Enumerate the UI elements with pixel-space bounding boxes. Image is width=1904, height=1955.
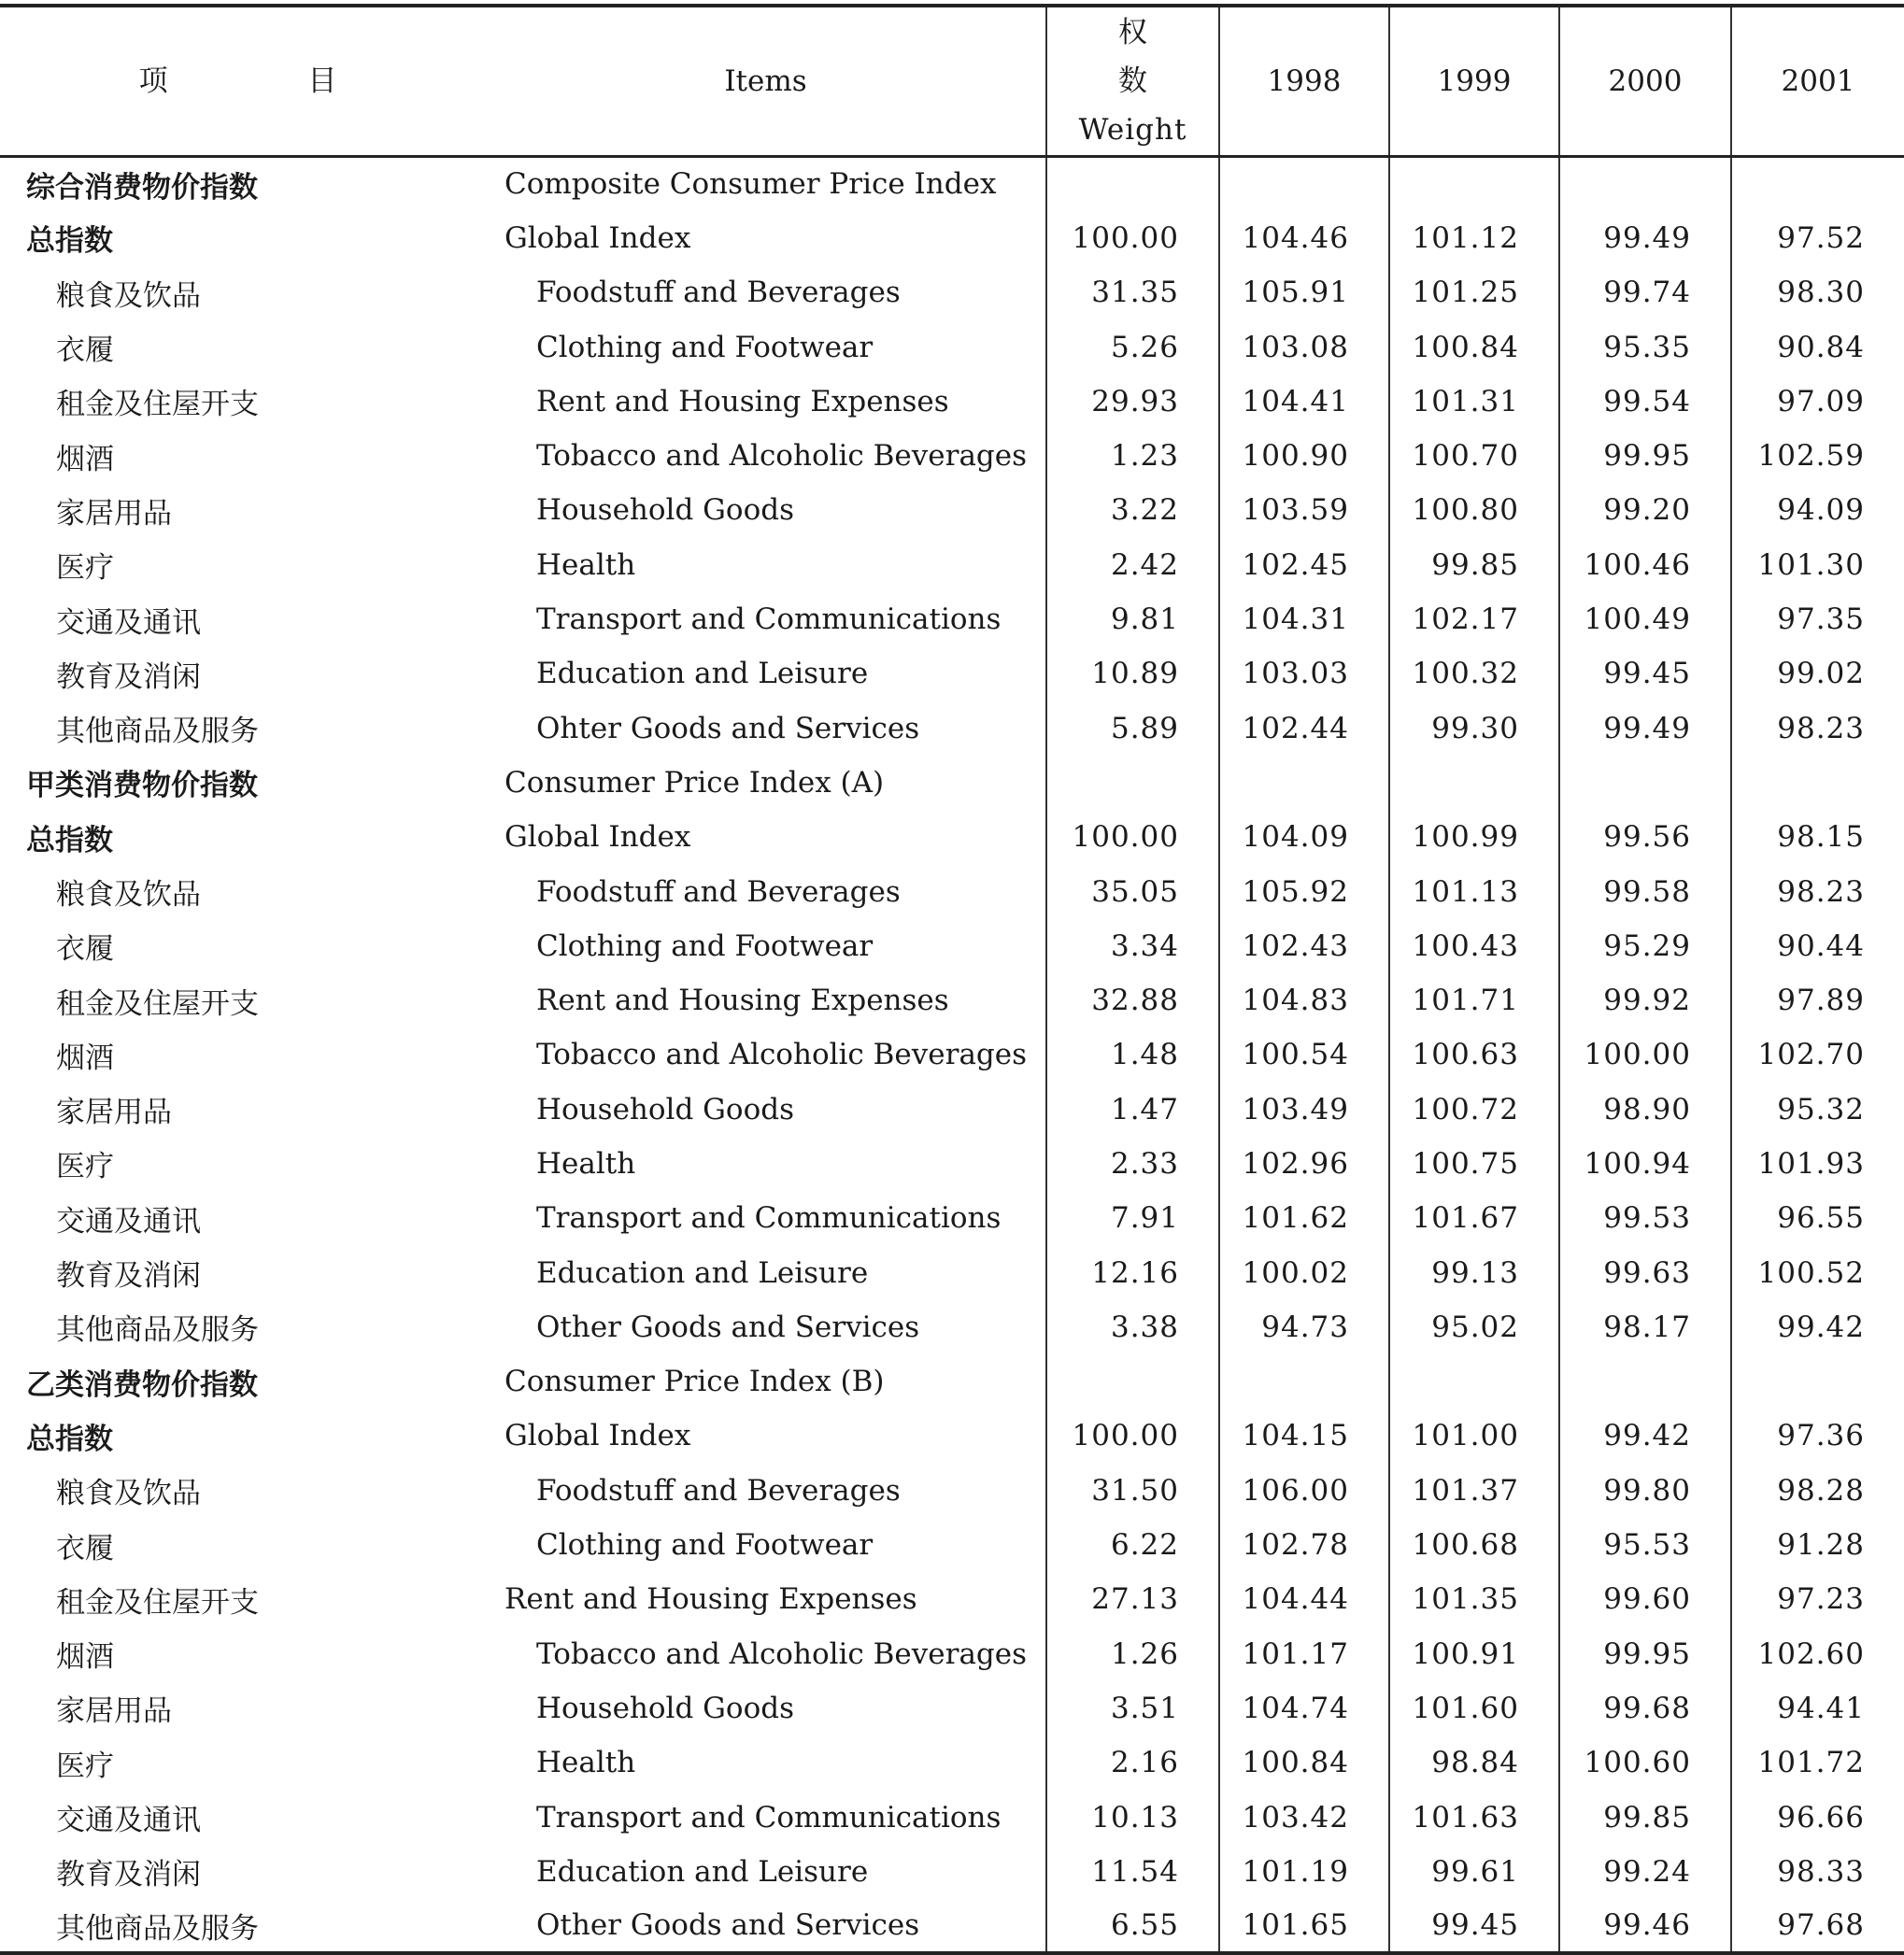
value-cell-1998 (1219, 756, 1389, 810)
value-cell-2001: 97.36 (1731, 1409, 1904, 1463)
table-row (0, 1735, 1904, 1790)
weight-cell: 7.91 (1046, 1191, 1219, 1245)
value-cell-1998: 106.00 (1219, 1464, 1389, 1518)
value-cell-1999: 99.13 (1389, 1245, 1559, 1299)
weight-cell: 1.26 (1046, 1627, 1219, 1681)
item-en-cell: Clothing and Footwear (536, 928, 874, 963)
value-cell-2000: 100.00 (1559, 1027, 1731, 1082)
value-cell-1999: 100.91 (1389, 1627, 1559, 1681)
value-cell-2000: 99.24 (1559, 1845, 1731, 1899)
table-body (0, 157, 1904, 1954)
table-row (0, 1790, 1904, 1844)
table-header (0, 6, 1904, 157)
value-cell-1999: 100.75 (1389, 1137, 1559, 1191)
weight-cell: 10.13 (1046, 1790, 1219, 1844)
item-cn-cell: 教育及消闲 (56, 659, 201, 694)
value-cell-1998: 101.17 (1219, 1627, 1389, 1681)
weight-cell: 5.89 (1046, 701, 1219, 755)
value-cell-2001: 97.23 (1731, 1572, 1904, 1626)
value-cell-1998: 104.46 (1219, 211, 1389, 265)
value-cell-2001: 96.66 (1731, 1790, 1904, 1844)
item-cn-cell: 租金及住屋开支 (56, 1585, 259, 1620)
value-cell-1998: 100.02 (1219, 1245, 1389, 1299)
item-en-cell: Clothing and Footwear (536, 1528, 874, 1563)
table-row (0, 1354, 1904, 1409)
item-en-cell: Foodstuff and Beverages (536, 874, 901, 909)
value-cell-2001: 90.84 (1731, 319, 1904, 374)
item-cn-cell: 交通及通讯 (56, 1804, 201, 1838)
item-cn-cell: 总指数 (26, 823, 113, 857)
value-cell-1998: 104.15 (1219, 1409, 1389, 1463)
item-cn-cell: 衣履 (56, 932, 114, 967)
value-cell-2000: 99.80 (1559, 1464, 1731, 1518)
value-cell-1998: 103.42 (1219, 1790, 1389, 1844)
value-cell-1998: 103.03 (1219, 646, 1389, 701)
weight-cell (1046, 1354, 1219, 1409)
value-cell-1998: 105.91 (1219, 265, 1389, 319)
value-cell-2000 (1559, 157, 1731, 211)
weight-cell: 10.89 (1046, 646, 1219, 701)
value-cell-1999: 101.25 (1389, 265, 1559, 319)
item-en-cell: Other Goods and Services (486, 1899, 1046, 1953)
value-cell-2001: 101.72 (1731, 1735, 1904, 1790)
value-cell-1998 (1219, 1354, 1389, 1409)
table-row (0, 592, 1904, 646)
weight-cell: 29.93 (1046, 375, 1219, 429)
table-row (0, 701, 1904, 755)
value-cell-1998: 104.09 (1219, 810, 1389, 864)
item-en-cell: Composite Consumer Price Index (504, 167, 997, 202)
value-cell-2001: 94.41 (1731, 1681, 1904, 1735)
value-cell-1999: 101.00 (1389, 1409, 1559, 1463)
weight-cell: 1.48 (1046, 1027, 1219, 1082)
weight-cell: 3.22 (1046, 483, 1219, 537)
table-row (0, 1137, 1904, 1191)
value-cell-1999: 100.43 (1389, 919, 1559, 973)
value-cell-2001 (1731, 1354, 1904, 1409)
value-cell-1999 (1389, 157, 1559, 211)
header-weight (1046, 6, 1219, 157)
value-cell-1998: 100.84 (1219, 1735, 1389, 1790)
value-cell-1998: 104.83 (1219, 973, 1389, 1027)
item-en-cell: Rent and Housing Expenses (536, 984, 949, 1018)
item-cn-cell: 其他商品及服务 (0, 1899, 486, 1953)
item-en-cell: Health (536, 547, 636, 582)
item-en-cell: Tobacco and Alcoholic Beverages (536, 1636, 1028, 1671)
value-cell-2001: 102.59 (1731, 429, 1904, 483)
value-cell-2001: 95.32 (1731, 1083, 1904, 1137)
item-cn-cell: 粮食及饮品 (56, 1477, 201, 1511)
weight-cell: 1.23 (1046, 429, 1219, 483)
weight-cell: 2.33 (1046, 1137, 1219, 1191)
value-cell-2000: 99.74 (1559, 265, 1731, 319)
item-en-cell: Household Goods (536, 493, 795, 528)
value-cell-1998: 100.90 (1219, 429, 1389, 483)
item-cn-cell: 烟酒 (56, 442, 114, 476)
value-cell-2001: 97.52 (1731, 211, 1904, 265)
item-cn-cell: 总指数 (26, 224, 113, 259)
item-en-cell: Other Goods and Services (536, 1310, 920, 1344)
value-cell-1998: 103.49 (1219, 1083, 1389, 1137)
item-cn-cell: 衣履 (56, 1531, 114, 1565)
value-cell-1999: 98.84 (1389, 1735, 1559, 1790)
weight-cell: 12.16 (1046, 1245, 1219, 1299)
item-en-cell: Consumer Price Index (A) (504, 765, 885, 800)
value-cell-2000: 99.53 (1559, 1191, 1731, 1245)
value-cell-2001 (1731, 157, 1904, 211)
weight-cell: 100.00 (1046, 810, 1219, 864)
value-cell-1999: 101.60 (1389, 1681, 1559, 1735)
value-cell-1999: 101.13 (1389, 864, 1559, 918)
value-cell-1998: 105.92 (1219, 864, 1389, 918)
value-cell-2001: 98.33 (1731, 1845, 1904, 1899)
value-cell-1998 (1219, 157, 1389, 211)
value-cell-1998: 104.44 (1219, 1572, 1389, 1626)
value-cell-1999: 100.70 (1389, 429, 1559, 483)
value-cell-1999: 101.71 (1389, 973, 1559, 1027)
value-cell-1999: 100.72 (1389, 1083, 1559, 1137)
value-cell-1999: 101.35 (1389, 1572, 1559, 1626)
weight-cell: 11.54 (1046, 1845, 1219, 1899)
value-cell-1999: 102.17 (1389, 592, 1559, 646)
weight-cell: 6.22 (1046, 1518, 1219, 1572)
item-en-cell: Ohter Goods and Services (536, 711, 920, 745)
table-row (0, 1681, 1904, 1735)
weight-cell: 2.16 (1046, 1735, 1219, 1790)
weight-cell: 31.35 (1046, 265, 1219, 319)
table-row (0, 919, 1904, 973)
table-row (0, 265, 1904, 319)
value-cell-2001: 97.89 (1731, 973, 1904, 1027)
item-en-cell: Rent and Housing Expenses (536, 384, 949, 418)
value-cell-2000 (1559, 1354, 1731, 1409)
value-cell-1999: 101.67 (1389, 1191, 1559, 1245)
value-cell-1998: 101.65 (1219, 1899, 1389, 1953)
value-cell-2001: 97.09 (1731, 375, 1904, 429)
value-cell-1998: 100.54 (1219, 1027, 1389, 1082)
value-cell-2001: 94.09 (1731, 483, 1904, 537)
header-year-1998: 1998 (1219, 6, 1389, 157)
value-cell-1998: 102.45 (1219, 538, 1389, 592)
value-cell-1999: 99.30 (1389, 701, 1559, 755)
item-cn-cell: 总指数 (26, 1422, 113, 1456)
item-en-cell: Education and Leisure (536, 1854, 869, 1889)
value-cell-1999: 99.45 (1389, 1899, 1559, 1953)
value-cell-2001: 91.28 (1731, 1518, 1904, 1572)
value-cell-2000: 100.94 (1559, 1137, 1731, 1191)
weight-cell: 100.00 (1046, 211, 1219, 265)
weight-cell: 31.50 (1046, 1464, 1219, 1518)
table-row (0, 1083, 1904, 1137)
value-cell-2000: 99.85 (1559, 1790, 1731, 1844)
table-row (0, 973, 1904, 1027)
table-row (0, 1845, 1904, 1899)
item-en-cell: Clothing and Footwear (536, 330, 874, 364)
table-row (0, 1409, 1904, 1463)
header-year-2001: 2001 (1731, 6, 1904, 157)
weight-cell: 5.26 (1046, 319, 1219, 374)
header-year-1999: 1999 (1389, 6, 1559, 157)
item-cn-cell: 教育及消闲 (56, 1858, 201, 1892)
value-cell-2000 (1559, 756, 1731, 810)
value-cell-1999 (1389, 1354, 1559, 1409)
value-cell-1999: 101.37 (1389, 1464, 1559, 1518)
table-row (0, 1572, 1904, 1626)
value-cell-1999 (1389, 756, 1559, 810)
weight-cell: 32.88 (1046, 973, 1219, 1027)
weight-cell: 3.34 (1046, 919, 1219, 973)
item-cn-cell: 医疗 (56, 1749, 114, 1783)
weight-cell: 6.55 (1046, 1899, 1219, 1953)
weight-cell: 2.42 (1046, 538, 1219, 592)
value-cell-1998: 104.41 (1219, 375, 1389, 429)
value-cell-2000: 100.49 (1559, 592, 1731, 646)
value-cell-2000: 99.60 (1559, 1572, 1731, 1626)
header-item-cn: 项 目 (0, 6, 486, 157)
item-en-cell: Education and Leisure (536, 1255, 869, 1290)
header-weight-en: Weight (1078, 113, 1187, 147)
item-en-cell: Household Goods (536, 1092, 795, 1126)
value-cell-1998: 104.31 (1219, 592, 1389, 646)
item-cn-cell: 交通及通讯 (56, 1204, 201, 1239)
value-cell-1999: 101.31 (1389, 375, 1559, 429)
value-cell-2001: 98.15 (1731, 810, 1904, 864)
value-cell-2001: 98.28 (1731, 1464, 1904, 1518)
weight-cell (1046, 157, 1219, 211)
value-cell-2001 (1731, 756, 1904, 810)
item-en-cell: Health (536, 1146, 636, 1181)
item-en-cell: Foodstuff and Beverages (536, 276, 901, 310)
item-en-cell: Tobacco and Alcoholic Beverages (536, 1038, 1028, 1072)
table-row (0, 1245, 1904, 1299)
table-row (0, 157, 1904, 211)
table-row (0, 375, 1904, 429)
value-cell-1998: 104.74 (1219, 1681, 1389, 1735)
value-cell-2001: 100.52 (1731, 1245, 1904, 1299)
table-row (0, 319, 1904, 374)
weight-cell: 3.38 (1046, 1300, 1219, 1354)
table-row (0, 483, 1904, 537)
table-row (0, 1899, 1904, 1953)
value-cell-1999: 100.68 (1389, 1518, 1559, 1572)
item-en-cell: Transport and Communications (536, 1201, 1002, 1236)
table-row (0, 1191, 1904, 1245)
item-cn-cell: 租金及住屋开支 (56, 986, 259, 1021)
value-cell-2000: 95.35 (1559, 319, 1731, 374)
item-en-cell: Foodstuff and Beverages (536, 1473, 901, 1508)
item-cn-cell: 交通及通讯 (56, 605, 201, 640)
item-en-cell: Global Index (504, 1419, 691, 1453)
header-weight-cn: 权 数 (1118, 16, 1175, 98)
item-en-cell: Global Index (504, 220, 691, 255)
table-row (0, 429, 1904, 483)
value-cell-2001: 99.02 (1731, 646, 1904, 701)
table-row (0, 1518, 1904, 1572)
value-cell-2000: 95.29 (1559, 919, 1731, 973)
weight-cell: 1.47 (1046, 1083, 1219, 1137)
item-en-cell: Education and Leisure (536, 657, 869, 691)
header-year-2000: 2000 (1559, 6, 1731, 157)
value-cell-2000: 99.46 (1559, 1899, 1731, 1953)
value-cell-2000: 99.54 (1559, 375, 1731, 429)
item-cn-cell: 其他商品及服务 (56, 1313, 259, 1348)
value-cell-2001: 97.68 (1731, 1899, 1904, 1953)
table-row (0, 646, 1904, 701)
value-cell-2000: 99.42 (1559, 1409, 1731, 1463)
value-cell-2000: 95.53 (1559, 1518, 1731, 1572)
value-cell-1999: 101.12 (1389, 211, 1559, 265)
item-cn-cell: 医疗 (56, 1150, 114, 1184)
item-cn-cell: 租金及住屋开支 (56, 388, 259, 422)
value-cell-2001: 98.23 (1731, 701, 1904, 755)
value-cell-2001: 90.44 (1731, 919, 1904, 973)
weight-cell: 9.81 (1046, 592, 1219, 646)
value-cell-1999: 100.32 (1389, 646, 1559, 701)
weight-cell: 27.13 (1046, 1572, 1219, 1626)
item-cn-cell: 烟酒 (56, 1640, 114, 1675)
item-cn-cell: 粮食及饮品 (56, 278, 201, 313)
value-cell-2001: 96.55 (1731, 1191, 1904, 1245)
item-en-cell: Household Goods (536, 1691, 795, 1725)
value-cell-1998: 102.78 (1219, 1518, 1389, 1572)
value-cell-2000: 98.17 (1559, 1300, 1731, 1354)
item-en-cell: Rent and Housing Expenses (504, 1582, 917, 1617)
value-cell-2001: 102.60 (1731, 1627, 1904, 1681)
value-cell-1999: 101.63 (1389, 1790, 1559, 1844)
item-cn-cell: 综合消费物价指数 (26, 170, 258, 205)
table-row (0, 211, 1904, 265)
value-cell-2001: 102.70 (1731, 1027, 1904, 1082)
value-cell-1998: 103.59 (1219, 483, 1389, 537)
item-cn-cell: 家居用品 (56, 1096, 172, 1130)
value-cell-1999: 100.84 (1389, 319, 1559, 374)
table-row (0, 1627, 1904, 1681)
header-row (0, 6, 1904, 157)
item-cn-cell: 家居用品 (56, 496, 172, 531)
value-cell-1998: 103.08 (1219, 319, 1389, 374)
cpi-table (0, 4, 1904, 1955)
table-row (0, 864, 1904, 918)
item-cn-cell: 甲类消费物价指数 (26, 769, 258, 803)
item-cn-cell: 衣履 (56, 333, 114, 368)
value-cell-2000: 99.49 (1559, 701, 1731, 755)
value-cell-1998: 101.62 (1219, 1191, 1389, 1245)
item-en-cell: Tobacco and Alcoholic Beverages (536, 439, 1028, 474)
value-cell-1998: 102.96 (1219, 1137, 1389, 1191)
value-cell-2000: 99.45 (1559, 646, 1731, 701)
weight-cell: 100.00 (1046, 1409, 1219, 1463)
table-row (0, 538, 1904, 592)
table-row (0, 1300, 1904, 1354)
item-en-cell: Transport and Communications (536, 1800, 1002, 1835)
table-row (0, 1464, 1904, 1518)
weight-cell: 35.05 (1046, 864, 1219, 918)
value-cell-2001: 98.30 (1731, 265, 1904, 319)
value-cell-1998: 94.73 (1219, 1300, 1389, 1354)
value-cell-2000: 99.92 (1559, 973, 1731, 1027)
header-item-en: Items (486, 6, 1046, 157)
value-cell-1998: 102.43 (1219, 919, 1389, 973)
item-cn-cell: 教育及消闲 (56, 1259, 201, 1294)
value-cell-2000: 99.68 (1559, 1681, 1731, 1735)
value-cell-2000: 99.49 (1559, 211, 1731, 265)
value-cell-1999: 100.99 (1389, 810, 1559, 864)
value-cell-1999: 99.85 (1389, 538, 1559, 592)
value-cell-2000: 100.46 (1559, 538, 1731, 592)
value-cell-2000: 99.58 (1559, 864, 1731, 918)
value-cell-1999: 99.61 (1389, 1845, 1559, 1899)
table-row (0, 756, 1904, 810)
item-cn-cell: 家居用品 (56, 1694, 172, 1729)
value-cell-2001: 101.30 (1731, 538, 1904, 592)
value-cell-1999: 100.80 (1389, 483, 1559, 537)
item-cn-cell: 烟酒 (56, 1041, 114, 1075)
item-cn-cell: 医疗 (56, 551, 114, 586)
value-cell-1998: 101.19 (1219, 1845, 1389, 1899)
value-cell-2000: 99.20 (1559, 483, 1731, 537)
value-cell-2000: 99.63 (1559, 1245, 1731, 1299)
table-row (0, 1027, 1904, 1082)
value-cell-2000: 98.90 (1559, 1083, 1731, 1137)
value-cell-2000: 99.95 (1559, 1627, 1731, 1681)
value-cell-2000: 99.56 (1559, 810, 1731, 864)
value-cell-2001: 99.42 (1731, 1300, 1904, 1354)
value-cell-2000: 100.60 (1559, 1735, 1731, 1790)
value-cell-2000: 99.95 (1559, 429, 1731, 483)
value-cell-1999: 100.63 (1389, 1027, 1559, 1082)
item-en-cell: Health (536, 1746, 636, 1780)
table-row (0, 810, 1904, 864)
item-cn-cell: 乙类消费物价指数 (26, 1367, 258, 1402)
item-en-cell: Consumer Price Index (B) (504, 1365, 885, 1399)
item-cn-cell: 粮食及饮品 (56, 878, 201, 912)
item-en-cell: Global Index (504, 820, 691, 855)
value-cell-2001: 101.93 (1731, 1137, 1904, 1191)
weight-cell: 3.51 (1046, 1681, 1219, 1735)
value-cell-1999: 95.02 (1389, 1300, 1559, 1354)
value-cell-2001: 97.35 (1731, 592, 1904, 646)
value-cell-1998: 102.44 (1219, 701, 1389, 755)
weight-cell (1046, 756, 1219, 810)
item-en-cell: Transport and Communications (536, 602, 1002, 637)
value-cell-2001: 98.23 (1731, 864, 1904, 918)
item-cn-cell: 其他商品及服务 (56, 715, 259, 749)
